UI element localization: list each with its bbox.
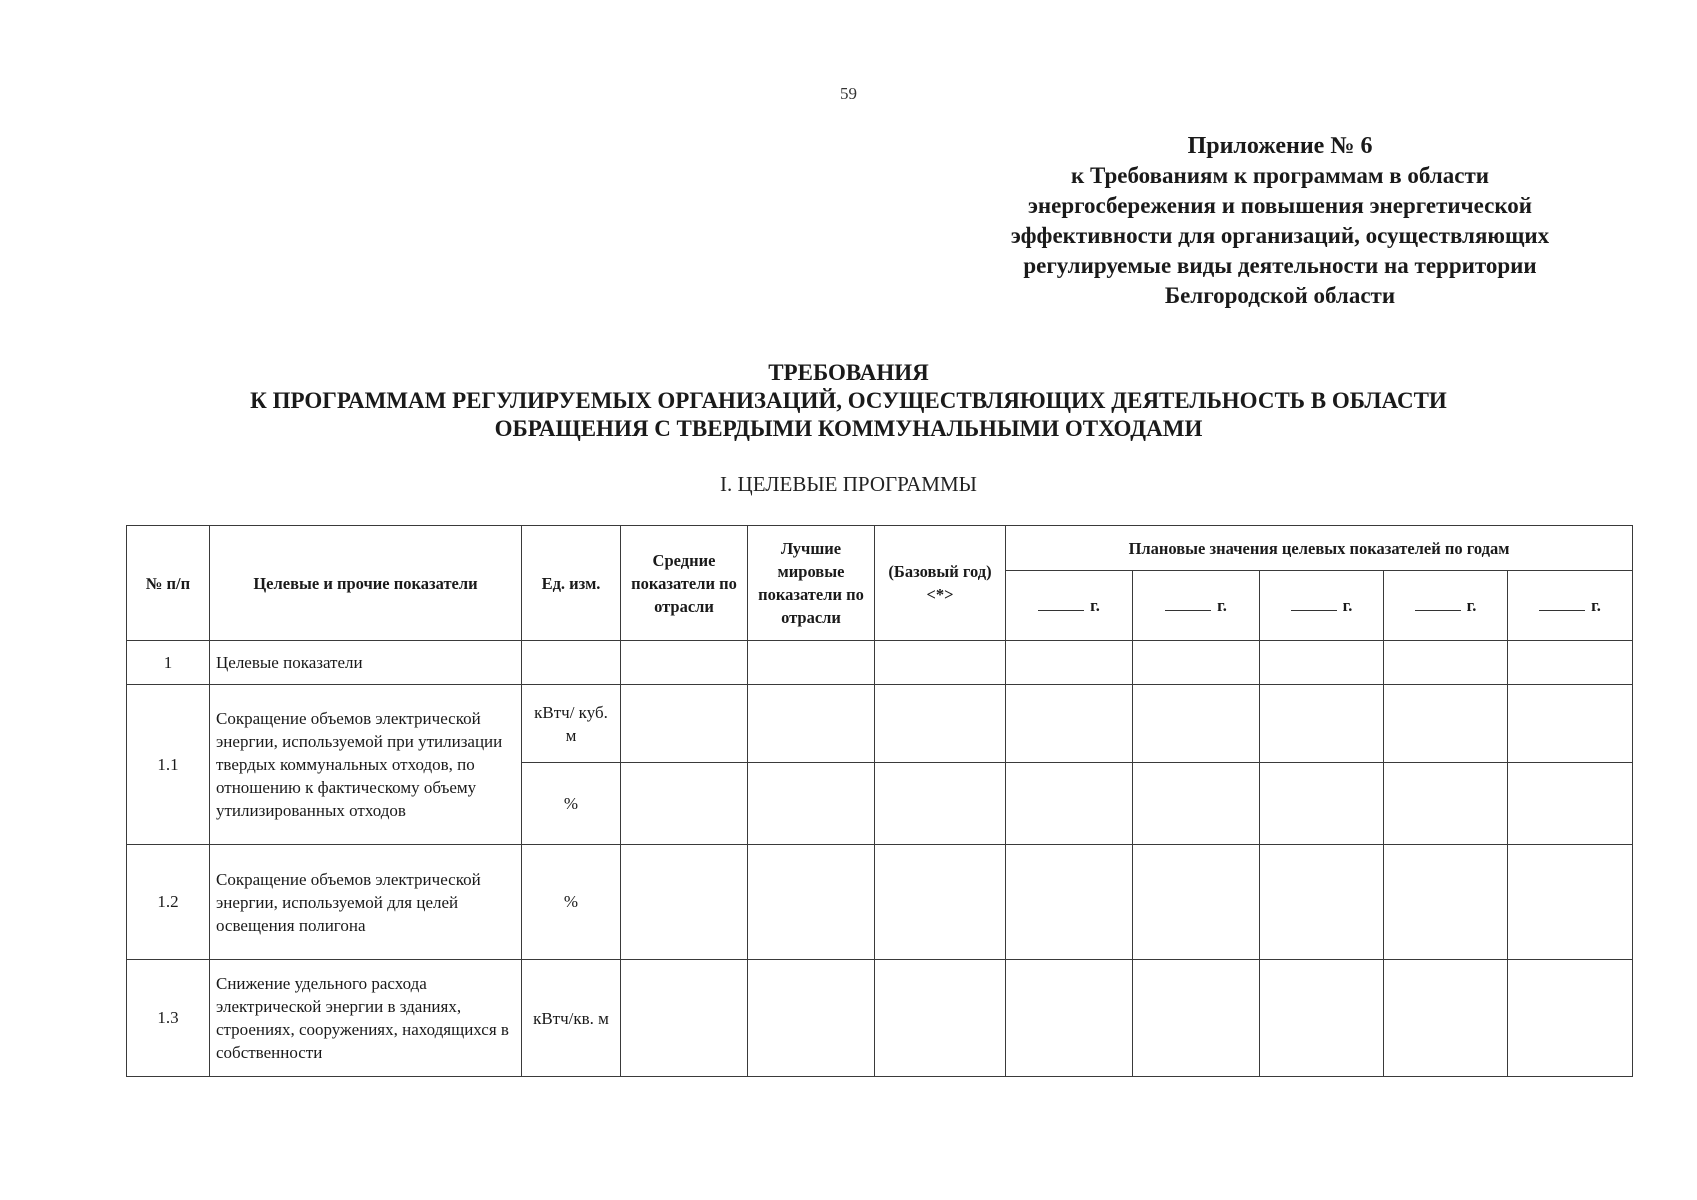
empty-cell [875, 685, 1006, 763]
empty-cell [621, 960, 748, 1077]
header-avg: Средние показатели по отрасли [621, 526, 748, 641]
empty-cell [748, 685, 875, 763]
row-unit: кВтч/кв. м [522, 960, 621, 1077]
title-line: ТРЕБОВАНИЯ [768, 360, 929, 385]
empty-cell [875, 641, 1006, 685]
empty-cell [1260, 641, 1384, 685]
row-unit: кВтч/ куб. м [522, 685, 621, 763]
year-blank [1291, 596, 1337, 611]
row-indicator: Снижение удельного расхода электрической энергии в зданиях, строениях, сооружениях, находящихся в собственности [210, 960, 522, 1077]
row-num: 1.3 [127, 960, 210, 1077]
header-unit: Ед. изм. [522, 526, 621, 641]
section-title: I. ЦЕЛЕВЫЕ ПРОГРАММЫ [720, 472, 977, 496]
row-num: 1.1 [127, 685, 210, 845]
empty-cell [1508, 641, 1633, 685]
appendix-line: эффективности для организаций, осуществляющих [1010, 223, 1550, 248]
row-indicator: Сокращение объемов электрической энергии, используемой при утилизации твердых коммунальных отходов, по отношению к фактическому объему утилизированных отходов [210, 685, 522, 845]
row-indicator: Сокращение объемов электрической энергии, используемой для целей освещения полигона [210, 845, 522, 960]
empty-cell [875, 845, 1006, 960]
empty-cell [621, 763, 748, 845]
header-base-year: (Базовый год) <*> [875, 526, 1006, 641]
header-indicator: Целевые и прочие показатели [210, 526, 522, 641]
empty-cell [1384, 641, 1508, 685]
table-row [127, 960, 1633, 1077]
title-line: ОБРАЩЕНИЯ С ТВЕРДЫМИ КОММУНАЛЬНЫМИ ОТХОДАМИ [494, 416, 1203, 441]
empty-cell [1133, 960, 1260, 1077]
year-blank [1539, 596, 1585, 611]
empty-cell [1133, 641, 1260, 685]
empty-cell [1133, 685, 1260, 763]
year-blank [1038, 596, 1084, 611]
empty-cell [621, 641, 748, 685]
appendix-line: Белгородской области [1164, 283, 1396, 308]
table-row [127, 845, 1633, 960]
header-best: Лучшие мировые показатели по отрасли [748, 526, 875, 641]
appendix-line: Приложение № 6 [1187, 133, 1373, 159]
empty-cell [1006, 641, 1133, 685]
empty-cell [1508, 845, 1633, 960]
empty-cell [1260, 960, 1384, 1077]
header-year: г. [1508, 571, 1633, 641]
empty-cell [1384, 763, 1508, 845]
empty-cell [1508, 960, 1633, 1077]
row-unit: % [522, 845, 621, 960]
empty-cell [1133, 845, 1260, 960]
empty-cell [621, 845, 748, 960]
empty-cell [1260, 845, 1384, 960]
document-title [0, 359, 1697, 443]
empty-cell [1133, 763, 1260, 845]
empty-cell [1508, 685, 1633, 763]
empty-cell [1006, 763, 1133, 845]
empty-cell [621, 685, 748, 763]
header-year: г. [1133, 571, 1260, 641]
empty-cell [748, 641, 875, 685]
table-row [127, 641, 1633, 685]
title-line: К ПРОГРАММАМ РЕГУЛИРУЕМЫХ ОРГАНИЗАЦИЙ, ОСУЩЕСТВЛЯЮЩИХ ДЕЯТЕЛЬНОСТЬ В ОБЛАСТИ [250, 388, 1447, 413]
table-row [127, 685, 1633, 763]
row-num: 1 [127, 641, 210, 685]
header-year: г. [1384, 571, 1508, 641]
empty-cell [522, 641, 621, 685]
empty-cell [748, 845, 875, 960]
empty-cell [1260, 763, 1384, 845]
header-num: № п/п [127, 526, 210, 641]
appendix-line: энергосбережения и повышения энергетической [1027, 193, 1533, 218]
appendix-line: к Требованиям к программам в области [1070, 163, 1489, 188]
empty-cell [1006, 845, 1133, 960]
empty-cell [1260, 685, 1384, 763]
empty-cell [1508, 763, 1633, 845]
header-year: г. [1260, 571, 1384, 641]
row-indicator: Целевые показатели [210, 641, 522, 685]
row-num: 1.2 [127, 845, 210, 960]
empty-cell [748, 960, 875, 1077]
row-unit: % [522, 763, 621, 845]
year-blank [1415, 596, 1461, 611]
empty-cell [1384, 845, 1508, 960]
empty-cell [1006, 960, 1133, 1077]
appendix-heading [960, 131, 1600, 311]
year-blank [1165, 596, 1211, 611]
targets-table [126, 525, 1633, 1077]
page-number: 59 [840, 84, 857, 103]
header-planned: Плановые значения целевых показателей по годам [1006, 526, 1633, 571]
empty-cell [1006, 685, 1133, 763]
empty-cell [875, 763, 1006, 845]
header-year: г. [1006, 571, 1133, 641]
empty-cell [875, 960, 1006, 1077]
appendix-line: регулируемые виды деятельности на территории [1023, 253, 1537, 278]
empty-cell [1384, 960, 1508, 1077]
empty-cell [748, 763, 875, 845]
empty-cell [1384, 685, 1508, 763]
